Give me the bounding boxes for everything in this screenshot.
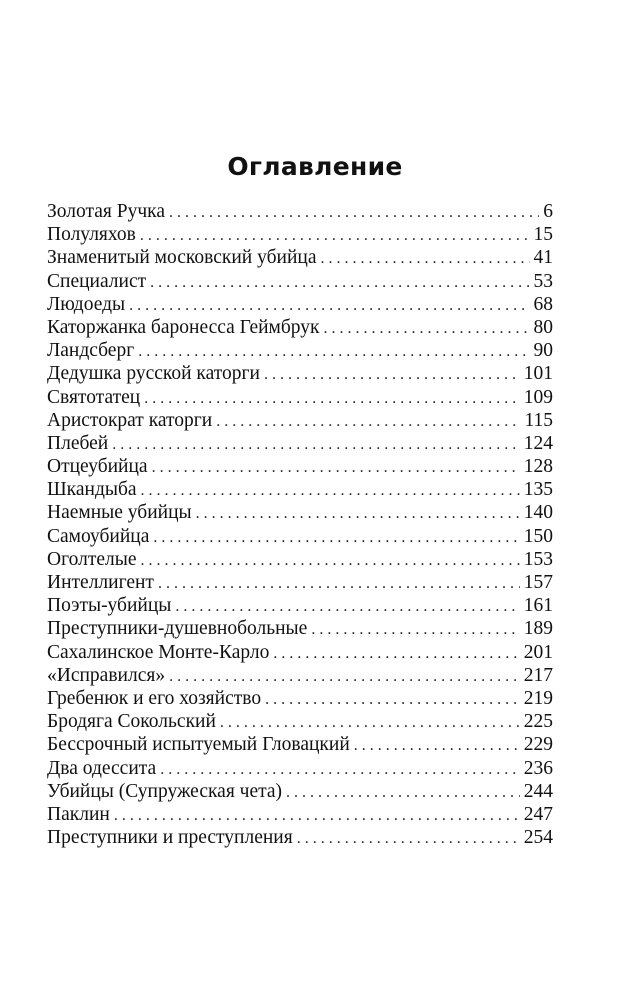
toc-entry-title: Ландсберг (47, 340, 135, 362)
toc-entry (47, 362, 553, 385)
toc-entry-page-number: 109 (523, 386, 553, 408)
dot-leader (114, 804, 520, 826)
toc-entry (47, 548, 553, 571)
dot-leader (140, 224, 530, 246)
toc-entry-page-number: 161 (523, 595, 553, 617)
toc-entry (47, 757, 553, 780)
toc-entry (47, 386, 553, 409)
dot-leader (286, 781, 520, 803)
dot-leader (138, 340, 529, 362)
toc-entry-title: Убийцы (Супружеская чета) (47, 780, 283, 802)
dot-leader (220, 711, 520, 733)
toc-entry-page-number: 219 (523, 687, 553, 709)
toc-entry (47, 316, 553, 339)
toc-entry-title: Бессрочный испытуемый Гловацкий (47, 734, 350, 756)
toc-entry (47, 246, 553, 269)
dot-leader (273, 642, 519, 664)
toc-entry (47, 339, 553, 362)
dot-leader (297, 827, 520, 849)
toc-entry-title: Шкандыба (47, 479, 137, 501)
toc-entry (47, 293, 553, 316)
dot-leader (160, 758, 520, 780)
toc-entry (47, 200, 553, 223)
toc-entry-page-number: 41 (533, 247, 553, 269)
dot-leader (144, 387, 520, 409)
toc-entry-title: Полуляхов (47, 224, 136, 246)
dot-leader (311, 618, 519, 640)
toc-entry-page-number: 80 (533, 316, 553, 338)
toc-entry-title: Преступники-душевнобольные (47, 618, 308, 640)
toc-entry-page-number: 53 (533, 270, 553, 292)
dot-leader (153, 526, 519, 548)
toc-entry-page-number: 140 (523, 502, 553, 524)
toc-entry (47, 571, 553, 594)
toc-entry-title: Преступники и преступления (47, 827, 293, 849)
toc-entry-page-number: 201 (523, 641, 553, 663)
dot-leader (354, 734, 520, 756)
toc-entry (47, 594, 553, 617)
dot-leader (150, 271, 529, 293)
toc-entry-page-number: 244 (523, 780, 553, 802)
toc-entry-page-number: 15 (533, 224, 553, 246)
toc-entry (47, 780, 553, 803)
toc-entry-title: Два одессита (47, 757, 157, 779)
dot-leader (264, 363, 520, 385)
toc-entry-title: Людоеды (47, 293, 126, 315)
toc-entry (47, 617, 553, 640)
toc-entry (47, 525, 553, 548)
toc-entry-title: Оголтелые (47, 548, 137, 570)
dot-leader (140, 549, 519, 571)
dot-leader (141, 479, 520, 501)
toc-entry-title: Отцеубийца (47, 456, 148, 478)
dot-leader (158, 572, 520, 594)
table-of-contents (47, 200, 553, 849)
toc-entry-title: Бродяга Сокольский (47, 711, 216, 733)
toc-entry-page-number: 217 (523, 664, 553, 686)
toc-entry (47, 270, 553, 293)
toc-entry-title: Аристократ каторги (47, 409, 213, 431)
toc-entry-title: Святотатец (47, 386, 141, 408)
page-title: Оглавление (227, 152, 403, 181)
dot-leader (129, 294, 529, 316)
toc-entry-page-number: 150 (523, 525, 553, 547)
toc-entry-title: Паклин (47, 803, 110, 825)
toc-entry (47, 710, 553, 733)
dot-leader (324, 317, 530, 339)
toc-entry-page-number: 90 (533, 340, 553, 362)
dot-leader (175, 595, 519, 617)
dot-leader (152, 456, 520, 478)
toc-entry-title: Интеллигент (47, 572, 154, 593)
toc-entry-title: «Исправился» (47, 664, 166, 686)
toc-entry-page-number: 189 (523, 618, 553, 640)
toc-entry (47, 478, 553, 501)
toc-entry-title: Поэты-убийцы (47, 595, 172, 617)
toc-entry-title: Золотая Ручка (47, 201, 165, 222)
toc-entry-title: Знаменитый московский убийца (47, 247, 317, 269)
toc-entry-title: Плебей (47, 432, 109, 454)
toc-entry (47, 803, 553, 826)
toc-entry-page-number: 6 (543, 201, 553, 222)
toc-entry-title: Специалист (47, 270, 147, 292)
toc-entry-page-number: 153 (523, 548, 553, 570)
dot-leader (169, 665, 520, 687)
toc-entry-title: Сахалинское Монте-Карло (47, 641, 270, 663)
toc-entry (47, 664, 553, 687)
toc-entry-title: Каторжанка баронесса Геймбрук (47, 316, 320, 338)
dot-leader (196, 502, 520, 524)
toc-entry-page-number: 135 (523, 479, 553, 501)
toc-entry-page-number: 225 (523, 711, 553, 733)
toc-entry (47, 432, 553, 455)
dot-leader (169, 201, 539, 223)
toc-entry (47, 409, 553, 432)
toc-entry (47, 455, 553, 478)
toc-entry-page-number: 115 (524, 409, 553, 431)
toc-entry-title: Наемные убийцы (47, 502, 192, 524)
toc-entry (47, 826, 553, 849)
toc-entry-title: Самоубийца (47, 525, 150, 547)
toc-entry-page-number: 124 (523, 432, 553, 454)
toc-entry-page-number: 101 (523, 363, 553, 385)
toc-entry (47, 733, 553, 756)
toc-entry-title: Гребенюк и его хозяйство (47, 687, 262, 709)
toc-entry (47, 501, 553, 524)
toc-entry-page-number: 68 (533, 293, 553, 315)
toc-entry (47, 687, 553, 710)
toc-entry-page-number: 128 (523, 456, 553, 478)
toc-entry-page-number: 229 (523, 734, 553, 756)
toc-entry (47, 641, 553, 664)
toc-entry (47, 223, 553, 246)
dot-leader (112, 433, 520, 455)
dot-leader (216, 410, 520, 432)
dot-leader (320, 247, 529, 269)
toc-entry-page-number: 236 (523, 757, 553, 779)
dot-leader (265, 688, 520, 710)
toc-entry-page-number: 254 (523, 827, 553, 849)
toc-entry-title: Дедушка русской каторги (47, 363, 260, 385)
toc-entry-page-number: 157 (523, 572, 553, 593)
toc-entry-page-number: 247 (523, 803, 553, 825)
